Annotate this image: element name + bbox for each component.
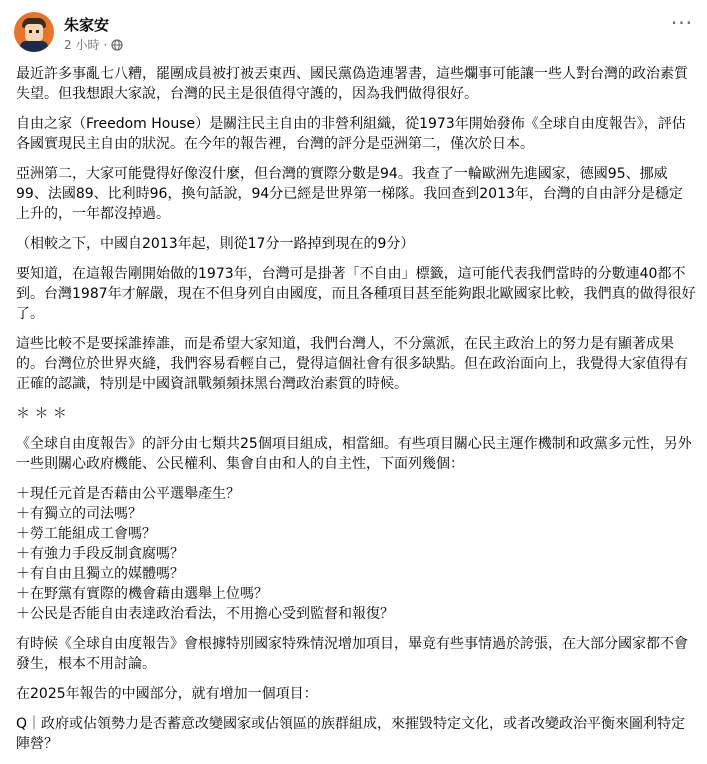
avatar[interactable]	[14, 12, 54, 52]
paragraph: 亞洲第二，大家可能覺得好像沒什麼，但台灣的實際分數是94。我查了一輪歐洲先進國家，德國95、挪威99、法國89、比利時96，換句話說，94分已經是世界第一梯隊。我回查到2013年，台灣的自由評分是穩定上升的，一年都沒掉過。	[16, 166, 683, 222]
paragraph: 在2025年報告的中國部分，就有增加一個項目：	[16, 686, 318, 702]
author-name[interactable]: 朱家安	[64, 16, 110, 34]
meta-separator: ·	[103, 37, 108, 52]
paragraph: 要知道，在這報告剛開始做的1973年，台灣可是掛著「不自由」標籤，這可能代表我們當時的分數連40都不到。台灣1987年才解嚴，現在不但身列自由國度，而且各種項目甚至能夠跟北歐國家比較，我們真的做得很好了。	[16, 266, 696, 322]
post-time[interactable]: 2 小時	[64, 38, 100, 52]
more-options-icon[interactable]: ···	[670, 11, 693, 35]
globe-icon[interactable]	[111, 39, 123, 51]
list-item: ＋現任元首是否藉由公平選舉產生？	[16, 486, 240, 502]
list-item: ＋有自由且獨立的媒體嗎？	[16, 566, 184, 582]
section-divider: ＊ ＊ ＊	[16, 406, 67, 422]
post-meta	[64, 36, 123, 53]
paragraph: 這些比較不是要採誰捧誰，而是希望大家知道，我們台灣人，不分黨派，在民主政治上的努力是有顯著成果的。台灣位於世界夾縫，我們容易看輕自己，覺得這個社會有很多缺點。但在政治面向上，我覺得大家值得有正確的認識，特別是中國資訊戰頻頻抹黑台灣政治素質的時候。	[16, 336, 688, 392]
list-item: ＋有強力手段反制貪腐嗎？	[16, 546, 184, 562]
list-item: ＋在野黨有實際的機會藉由選舉上位嗎？	[16, 586, 268, 602]
paragraph: 有時候《全球自由度報告》會根據特別國家特殊情況增加項目，畢竟有些事情過於誇張，在大部分國家都不會發生，根本不用討論。	[16, 636, 688, 672]
paragraph: Q｜政府或佔領勢力是否蓄意改變國家或佔領區的族群組成，來摧毀特定文化，或者改變政治平衡來圖利特定陣營？	[16, 716, 686, 752]
paragraph: 《全球自由度報告》的評分由七類共25個項目組成，相當細。有些項目關心民主運作機制和政黨多元性，另外一些則關心政府機能、公民權利、集會自由和人的自主性，下面列幾個：	[16, 436, 692, 472]
paragraph: 自由之家（Freedom House）是關注民主自由的非營利組織，從1973年開始發佈《全球自由度報告》，評估各國實現民主自由的狀況。在今年的報告裡，台灣的評分是亞洲第二，僅次於日本。	[16, 116, 686, 152]
paragraph: 最近許多事亂七八糟，罷團成員被打被丟東西、國民黨偽造連署書，這些爛事可能讓一些人對台灣的政治素質失望。但我想跟大家說，台灣的民主是很值得守護的，因為我們做得很好。	[16, 66, 688, 102]
post-body	[16, 64, 696, 764]
paragraph: （相較之下，中國自2013年起，則從17分一路掉到現在的9分）	[16, 236, 415, 252]
list-item: ＋公民是否能自由表達政治看法，不用擔心受到監督和報復？	[16, 606, 394, 622]
list-item: ＋有獨立的司法嗎？	[16, 506, 142, 522]
criteria-list	[16, 484, 696, 624]
list-item: ＋勞工能組成工會嗎？	[16, 526, 156, 542]
post-header	[14, 12, 693, 56]
